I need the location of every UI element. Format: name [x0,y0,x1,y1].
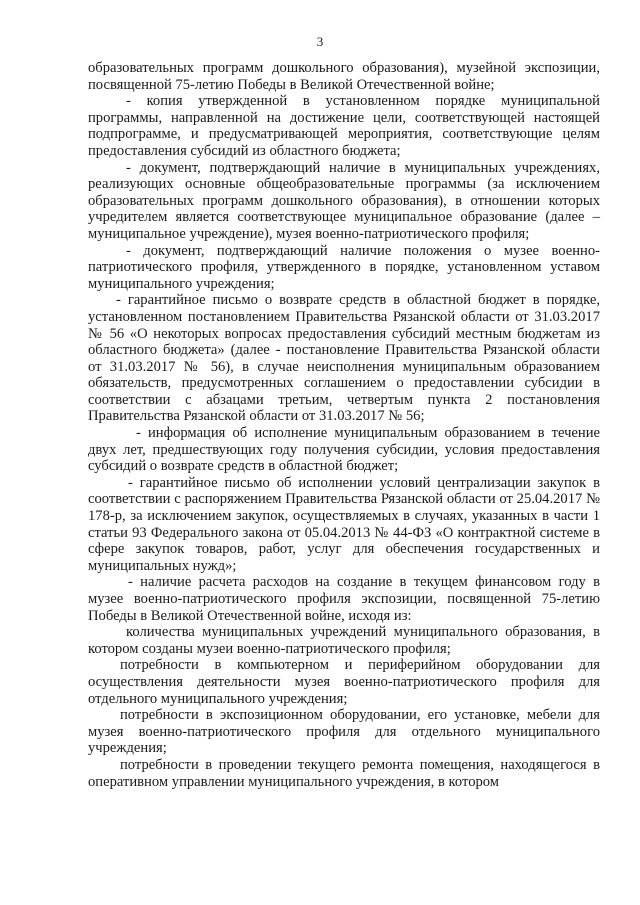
paragraph-guarantee-letter-procurement: - гарантийное письмо об исполнении условий централизации закупок в соответствии с распоряжением Правительства Рязанской области от 25.04.2017 № 178-р, за исключением закупок, осуществляемых в случаях, указанных в части 1 статьи 93 Федерального закона от 05.04.2013 № 44-ФЗ «О контрактной системе в сфере закупок товаров, работ, услуг для обеспечения государственных и муниципальных нужд»; [88,474,600,574]
paragraph-computer-equipment: потребности в компьютерном и периферийном оборудовании для осуществления деятельности музея военно-патриотического профиля для отдельного муниципального учреждения; [88,657,600,707]
paragraph-institution-count: количества муниципальных учреждений муниципального образования, в котором созданы музеи военно-патриотического профиля; [88,624,600,657]
paragraph-program-copy: - копия утвержденной в установленном порядке муниципальной программы, направленной на достижение цели, соответствующей настоящей подпрограмме, и предусматривающей мероприятия, соответствующие целям предоставления субсидий из областного бюджета; [88,93,600,159]
paragraph-exhibition-equipment: потребности в экспозиционном оборудовании, его установке, мебели для музея военно-патриотического профиля для отдельного муниципального учреждения; [88,707,600,757]
paragraph-refund-information: - информация об исполнение муниципальным образованием в течение двух лет, предшествующих году получения субсидии, условия предоставления субсидий о возврате средств в областной бюджет; [88,425,600,475]
document-body [88,60,600,790]
page-number: 3 [316,34,324,49]
paragraph-continuation: образовательных программ дошкольного образования), музейной экспозиции, посвященной 75-летию Победы в Великой Отечественной войне; [88,60,600,93]
paragraph-guarantee-letter-refund: - гарантийное письмо о возврате средств в областной бюджет в порядке, установленном постановлением Правительства Рязанской области от 31.03.2017 № 56 «О некоторых вопросах предоставления субсидий местным бюджетам из областного бюджета» (далее - постановление Правительства Рязанской области от 31.03.2017 № 56), в случае неисполнения муниципальным образованием обязательств, предусмотренных соглашением о предоставлении субсидии в соответствии с абзацами третьим, четвертым пункта 2 постановления Правительства Рязанской области от 31.03.2017 № 56; [88,292,600,425]
paragraph-regulation-document: - документ, подтверждающий наличие положения о музее военно-патриотического профиля, утвержденного в порядке, установленном уставом муниципального учреждения; [88,242,600,292]
paragraph-expense-calculation: - наличие расчета расходов на создание в текущем финансовом году в музее военно-патриотического профиля экспозиции, посвященной 75-летию Победы в Великой Отечественной войне, исходя из: [88,574,600,624]
paragraph-museum-document: - документ, подтверждающий наличие в муниципальных учреждениях, реализующих основные общеобразовательные программы (за исключением образовательных программ дошкольного образования), в отношении которых учредителем является соответствующее муниципальное образование (далее – муниципальное учреждение), музея военно-патриотического профиля; [88,159,600,242]
paragraph-repair-needs: потребности в проведении текущего ремонта помещения, находящегося в оперативном управлении муниципального учреждения, в котором [88,756,600,790]
